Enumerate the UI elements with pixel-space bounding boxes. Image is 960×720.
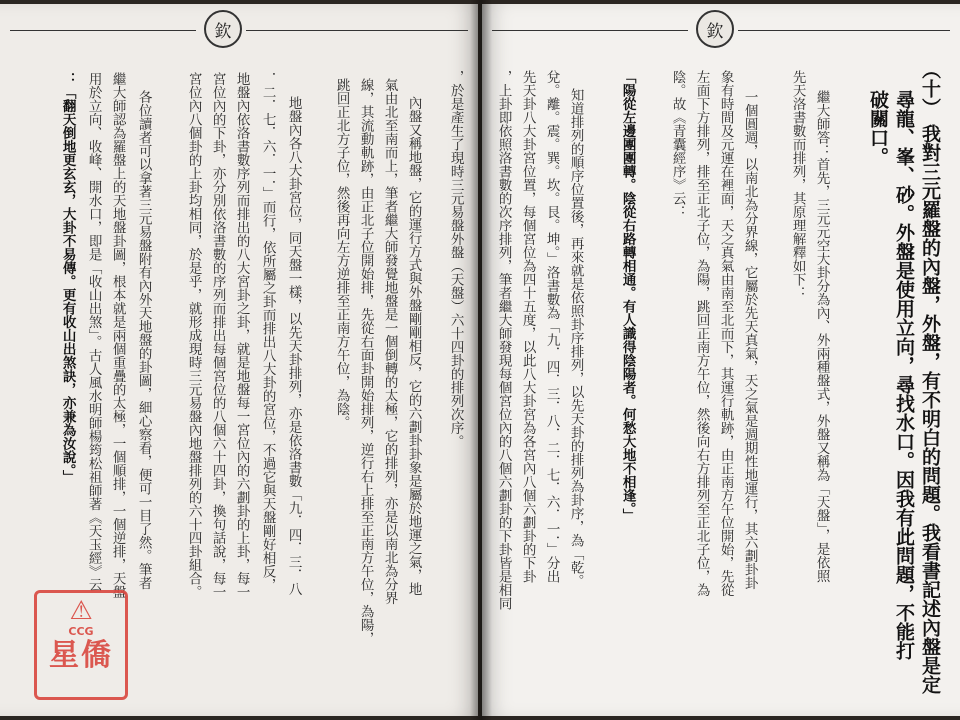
question-heading: （十） 我對三元羅盤的內盤，外盤，有不明白的問題。我看書記述內盤是定 — [919, 60, 941, 694]
text-column: ：「翻天倒地更玄玄，大卦不易傳。更有收山出煞訣，亦兼為汝說。」 — [59, 72, 76, 484]
text-column: 地盤內各八大卦宮位，同天盤一樣，以先天卦排列，亦是依洛書數「九．四．三．八 — [285, 96, 302, 596]
top-rule — [492, 30, 688, 31]
text-column: 跳回正北方子位，然後再向左方逆排至正南方午位，為陰。 — [333, 78, 350, 429]
text-column: 繼大師認為羅盤上的天地盤卦圖，根本就是兩個重疊的太極，一個順排，一個逆排，天盤 — [109, 72, 126, 599]
text-column: 兌。離。震。巽。坎。艮。坤。」洛書數為「九．四．三．八．二．七．六．一．」分出 — [543, 70, 560, 583]
text-column: 繼大師答：首先，三元元空大卦分為內、外兩種盤式，外盤又稱為「天盤」，是依照 — [813, 90, 830, 583]
top-rule — [738, 30, 950, 31]
right-page — [482, 4, 960, 716]
text-column: 內盤又稱地盤，它的運行方式與外盤剛剛相反，它的六劃卦卦象是屬於地運之氣，地 — [405, 96, 422, 596]
question-heading: 尋龍、峯、砂。外盤是使用立向，尋找水口。因我有此問題，不能打 — [893, 90, 915, 660]
quote-column: 「陽從左邊團團轉。陰從右路轉相通。有人識得陰陽者。何愁大地不相逢。」 — [619, 70, 636, 523]
text-column: 宮位內的下卦，亦分別依洛書數的序列而排出每個宮位的八個六十四卦，換句話說，每一 — [209, 72, 226, 599]
top-rule — [10, 30, 196, 31]
book-gutter — [470, 0, 492, 720]
text-column: 陰。故《青囊經序》云： — [669, 70, 686, 219]
text-column: 象有時間及元運在裡面，天之真氣由南至北而下，其運行軌跡，由正南方午位開始，先從 — [717, 70, 734, 597]
chapter-seal-icon: 欽 — [204, 10, 242, 48]
text-column: 先天卦八大卦宮位置，每個宮位為四十五度，以此八大卦宮為各宮內八個六劃卦的下卦 — [519, 70, 536, 583]
text-column: ，於是產生了現時三元易盤外盤（天盤）六十四卦的排列次序。 — [447, 70, 464, 448]
text-column: 知道排列的順序位置後，再來就是依照卦序排列，以先天卦的排列為卦序，為「乾。 — [567, 88, 584, 588]
text-column: 線，其流動軌跡，由正北子位開始排，先從右面卦開始排列，逆行右上排至正南方午位，為陽， — [357, 78, 374, 645]
left-page — [0, 4, 478, 716]
text-column: 地盤內依洛書數序列而排出的八大宮卦之卦，就是地盤每一宮位內的六劃卦的上卦，每一 — [233, 72, 250, 599]
text-column: 各位讀者可以拿著三元易盤附有內外天地盤的卦圖，細心察看，便可一目了然。筆者 — [135, 90, 152, 590]
question-heading: 破關口。 — [867, 90, 889, 166]
text-column: ，上卦即依照洛書數的次序排列，筆者繼大師發現每個宮位內的八個六劃卦的下卦皆是相同 — [495, 70, 512, 610]
text-column: 一個圓週，以南北為分界線，它屬於先天真氣，天之氣是週期性地運行，其六劃卦卦 — [741, 90, 758, 590]
text-column: ．二．七．六．一．」而行，依所屬之卦而排出八大卦的宮位，不過它與天盤剛好相反， — [259, 72, 276, 592]
text-column: 氣由北至南而上，筆者繼大師發覺地盤是一個倒轉的太極，它的排列，亦是以南北為分界 — [381, 78, 398, 605]
top-rule — [246, 30, 468, 31]
watermark-stamp: ⚠ CCG 星僑 — [34, 590, 128, 700]
text-column: 用於立向、收峰、開水口，即是「收山出煞」。古人風水明師楊筠松祖師著《天玉經》云 — [85, 72, 102, 592]
text-column: 宮位內八個卦的上卦均相同，於是乎，就形成現時三元易盤內地盤排列的六十四卦組合。 — [185, 72, 202, 599]
text-column: 先天洛書數而排列，其原理解釋如下： — [789, 70, 806, 300]
chapter-seal-icon: 欽 — [696, 10, 734, 48]
text-column: 左面下方排列，排至正北子位，為陽，跳回正南方午位，然後向右方排列至正北子位，為 — [693, 70, 710, 597]
